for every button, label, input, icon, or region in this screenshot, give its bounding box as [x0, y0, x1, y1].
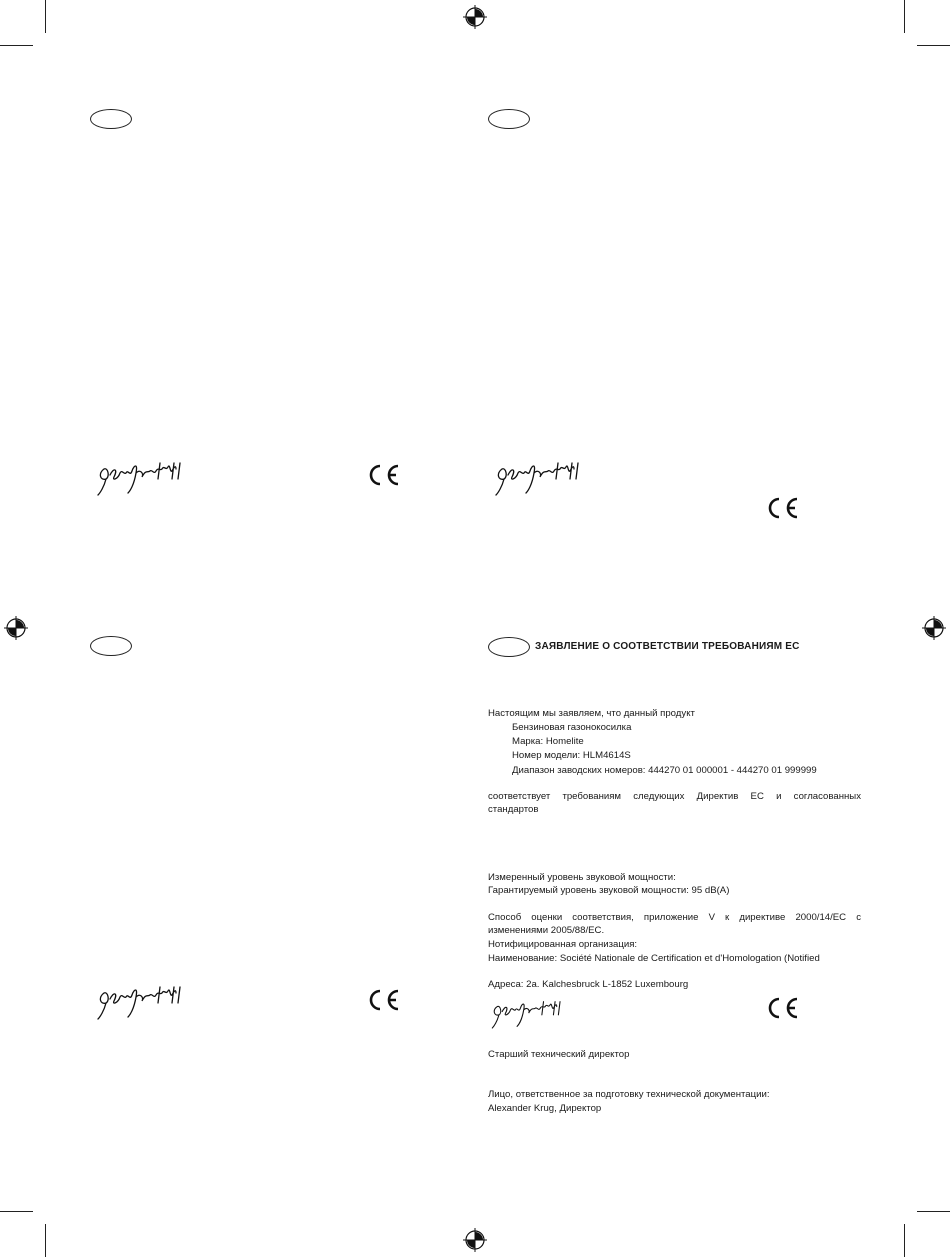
assessment-procedure: Способ оценки соответствия, приложение V к директиве 2000/14/EC с: [488, 912, 861, 923]
product-brand: Марка: Homelite: [512, 736, 584, 747]
signature-image: [492, 459, 584, 497]
language-oval-top-left: [90, 109, 132, 129]
signature-image: [94, 459, 186, 497]
declaration-intro: Настоящим мы заявляем, что данный продукт: [488, 708, 695, 719]
signatory-title: Старший технический директор: [488, 1049, 630, 1060]
conformity-statement-cont: стандартов: [488, 804, 539, 815]
declaration-heading: ЗАЯВЛЕНИЕ О СООТВЕТСТВИИ ТРЕБОВАНИЯМ ЕС: [535, 641, 800, 652]
ce-mark: [366, 463, 402, 487]
conformity-statement: соответствует требованиям следующих Директив ЕС и согласованных: [488, 791, 861, 802]
notified-body-label: Нотифицированная организация:: [488, 939, 638, 950]
registration-mark-left: [4, 616, 28, 640]
notified-body-name: Наименование: Société Nationale de Certification et d'Homologation (Notified: [488, 953, 820, 964]
tech-doc-person: Alexander Krug, Директор: [488, 1103, 602, 1114]
serial-range: Диапазон заводских номеров: 444270 01 000001 - 444270 01 999999: [512, 765, 817, 776]
registration-mark-top: [463, 5, 487, 29]
product-model: Номер модели: HLM4614S: [512, 750, 631, 761]
language-oval-bottom-right: [488, 637, 530, 657]
signature-image: [94, 983, 186, 1021]
tech-doc-responsible: Лицо, ответственное за подготовку технической документации:: [488, 1089, 770, 1100]
ce-mark: [765, 996, 801, 1020]
notified-body-address: Адреса: 2a. Kalchesbruck L-1852 Luxembourg: [488, 979, 689, 990]
language-oval-bottom-left: [90, 636, 132, 656]
product-type: Бензиновая газонокосилка: [512, 722, 632, 733]
registration-mark-right: [922, 616, 946, 640]
guaranteed-sound-level: Гарантируемый уровень звуковой мощности: 95 dB(A): [488, 885, 730, 896]
signature-image: [489, 998, 565, 1030]
ce-mark: [366, 988, 402, 1012]
assessment-procedure-cont: изменениями 2005/88/EC.: [488, 925, 605, 936]
language-oval-top-right: [488, 109, 530, 129]
measured-sound-level: Измеренный уровень звуковой мощности:: [488, 872, 676, 883]
ce-mark: [765, 496, 801, 520]
registration-mark-bottom: [463, 1228, 487, 1252]
